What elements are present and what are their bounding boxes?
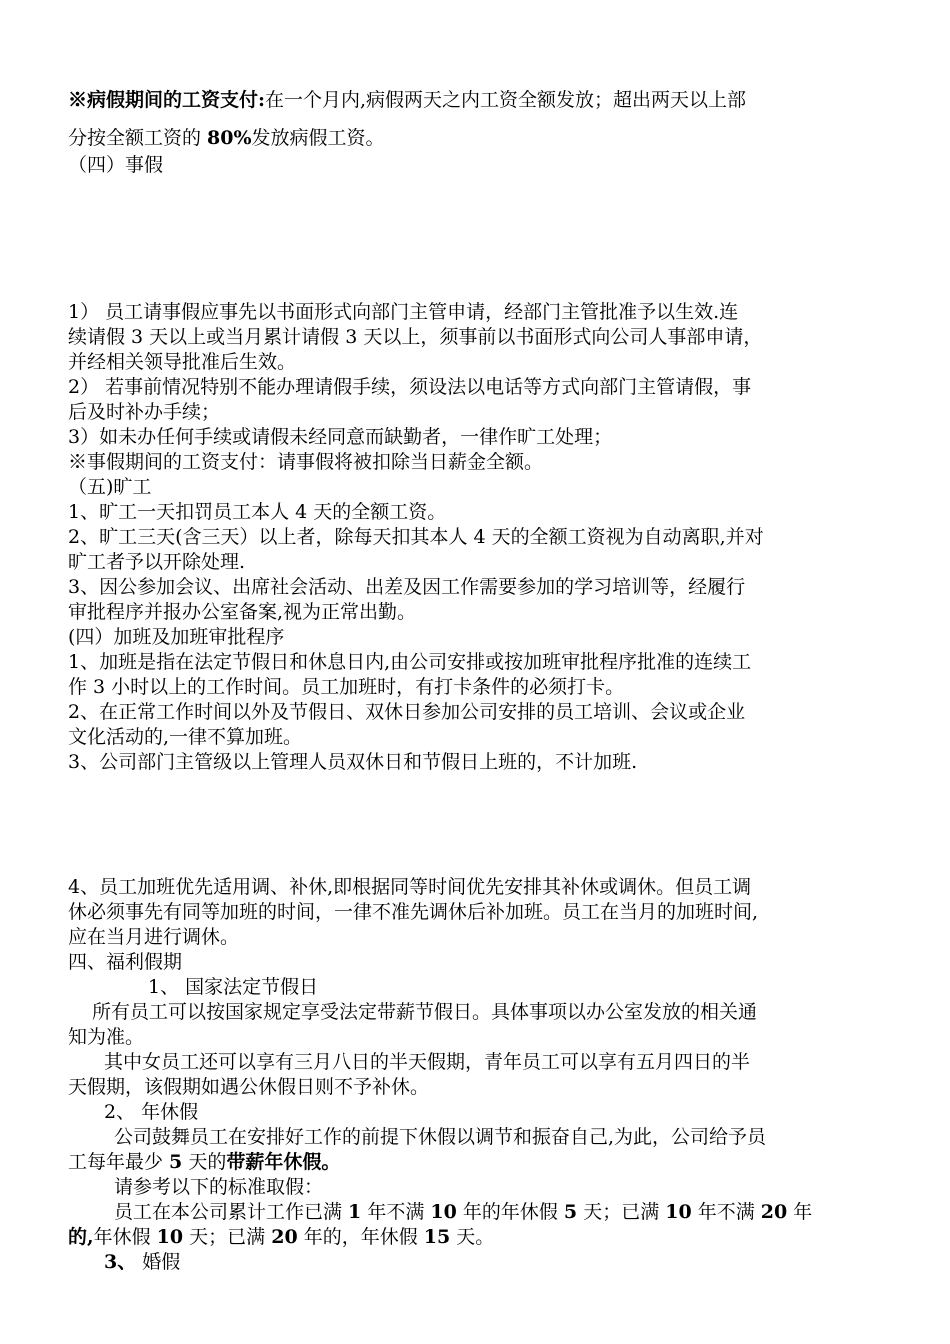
line-personal-leave-pay [68,450,888,474]
heading-public-holidays [148,975,888,999]
line-holidays-1 [92,1000,888,1024]
text-segment: 员工在本公司累计工作已满 [114,1201,349,1223]
line-annual-1b [68,1150,888,1174]
text-segment: 发放病假工资。 [251,127,385,149]
line-overtime-4b [68,900,888,924]
line-holidays-2b [68,1075,888,1099]
text-segment: 1 [348,1201,362,1223]
text-segment: 年不满 [361,1201,431,1223]
line-personal-leave-1 [68,300,888,324]
text-segment: 后及时补办手续； [68,401,221,423]
text-segment: 在一个月内,病假两天之内工资全额发放；超出两天以上部 [265,89,747,111]
heading-overtime [68,625,888,649]
text-segment: 5 [169,1151,183,1173]
text-segment: 10 [430,1201,457,1223]
line-annual-3 [114,1200,888,1224]
heading-personal-leave [68,153,888,177]
text-segment: 10 [156,1226,184,1248]
text-segment: 3）如未办任何手续或请假未经同意而缺勤者，一律作旷工处理； [68,426,613,448]
text-segment: 带薪年休假。 [226,1151,341,1173]
line-sick-pay [68,88,888,112]
text-segment: （五)旷工 [68,476,152,498]
text-segment: 4、员工加班优先适用调、补休,即根据同等时间优先安排其补休或调休。但员工调 [68,876,752,898]
text-segment: 请参考以下的标准取假： [114,1176,324,1198]
line-personal-leave-1c [68,350,888,374]
line-overtime-4c [68,925,888,949]
text-segment: （四）事假 [68,154,164,176]
text-segment: 1、加班是指在法定节假日和休息日内,由公司安排或按加班审批程序批准的连续工 [68,651,752,673]
line-overtime-1 [68,650,888,674]
line-personal-leave-1b [68,325,888,349]
line-holidays-2 [104,1050,888,1074]
text-segment: (四）加班及加班审批程序 [68,626,285,648]
text-segment: ※病假期间的工资支付: [68,89,266,111]
text-segment: 年的，年休假 [297,1226,424,1248]
text-segment: 年 [787,1201,813,1223]
heading-annual-leave [104,1100,888,1124]
text-segment: 2、旷工三天(含三天）以上者，除每天扣其本人 4 天的全额工资视为自动离职,并对 [68,526,764,548]
text-segment: 分按全额工资的 [68,127,208,149]
text-segment: 应在当月进行调休。 [68,926,240,948]
text-segment: 天。 [450,1226,495,1248]
text-segment: 天的 [182,1151,227,1173]
line-absent-3b [68,600,888,624]
text-segment: 3、公司部门主管级以上管理人员双休日和节假日上班的，不计加班. [68,751,638,773]
text-segment: 的, [68,1226,94,1248]
text-segment: 所有员工可以按国家规定享受法定带薪节假日。具体事项以办公室发放的相关通 [92,1001,758,1023]
line-absent-2 [68,525,888,549]
heading-absenteeism [68,475,888,499]
text-segment: 3、 [104,1251,137,1273]
text-segment: 婚假 [136,1251,181,1273]
text-segment: 并经相关领导批准后生效。 [68,351,297,373]
text-segment: 2、 年休假 [104,1101,199,1123]
text-segment: 20 [271,1226,298,1248]
text-segment: 年的年休假 [456,1201,564,1223]
line-annual-1 [114,1125,888,1149]
text-segment: 公司鼓舞员工在安排好工作的前提下休假以调节和振奋自己,为此，公司给予员 [114,1126,767,1148]
text-segment: 审批程序并报办公室备案,视为正常出勤。 [68,601,417,623]
heading-welfare-leave [68,950,888,974]
text-segment: 工每年最少 [68,1151,170,1173]
text-segment: 天；已满 [183,1226,272,1248]
line-personal-leave-2b [68,400,888,424]
line-absent-1 [68,500,888,524]
text-segment: 3、因公参加会议、出席社会活动、出差及因工作需要参加的学习培训等，经履行 [68,576,746,598]
line-personal-leave-3 [68,425,888,449]
heading-marriage-leave [104,1250,888,1274]
text-segment: 四、福利假期 [68,951,183,973]
text-segment: 20 [760,1201,788,1223]
text-segment: 2、在正常工作时间以外及节假日、双休日参加公司安排的员工培训、会议或企业 [68,701,746,723]
text-segment: 休必须事先有同等加班的时间，一律不准先调休后补加班。员工在当月的加班时间, [68,901,759,923]
line-annual-2 [114,1175,888,1199]
text-segment: 1、 国家法定节假日 [148,976,319,998]
text-segment: 15 [423,1226,451,1248]
text-segment: 知为准。 [68,1026,145,1048]
line-personal-leave-2 [68,375,888,399]
line-absent-3 [68,575,888,599]
text-segment: 年休假 [93,1226,157,1248]
text-segment: 2） 若事前情况特别不能办理请假手续，须设法以电话等方式向部门主管请假，事 [68,376,752,398]
line-absent-2b [68,550,888,574]
text-segment: 1、旷工一天扣罚员工本人 4 天的全额工资。 [68,501,447,523]
line-sick-pay-cont [68,126,888,150]
line-overtime-4 [68,875,888,899]
text-segment: ※事假期间的工资支付：请事假将被扣除当日薪金全额。 [68,451,544,473]
text-segment: 旷工者予以开除处理. [68,551,246,573]
text-segment: 文化活动的,一律不算加班。 [68,726,303,748]
text-segment: 续请假 3 天以上或当月累计请假 3 天以上，须事前以书面形式向公司人事部申请， [68,326,763,348]
text-segment: 其中女员工还可以享有三月八日的半天假期，青年员工可以享有五月四日的半 [104,1051,751,1073]
line-annual-3b [68,1225,888,1249]
text-segment: 10 [665,1201,692,1223]
line-overtime-1b [68,675,888,699]
line-overtime-2 [68,700,888,724]
text-segment: 作 3 小时以上的工作时间。员工加班时，有打卡条件的必须打卡。 [68,676,625,698]
line-holidays-1b [68,1025,888,1049]
text-segment: 80% [207,127,252,149]
text-segment: 1） 员工请事假应事先以书面形式向部门主管申请，经部门主管批准予以生效.连 [68,301,739,323]
line-overtime-2b [68,725,888,749]
text-segment: 天；已满 [577,1201,666,1223]
text-segment: 5 [563,1201,578,1223]
line-overtime-3 [68,750,888,774]
text-segment: 年不满 [691,1201,761,1223]
text-segment: 天假期，该假期如遇公休假日则不予补休。 [68,1076,430,1098]
